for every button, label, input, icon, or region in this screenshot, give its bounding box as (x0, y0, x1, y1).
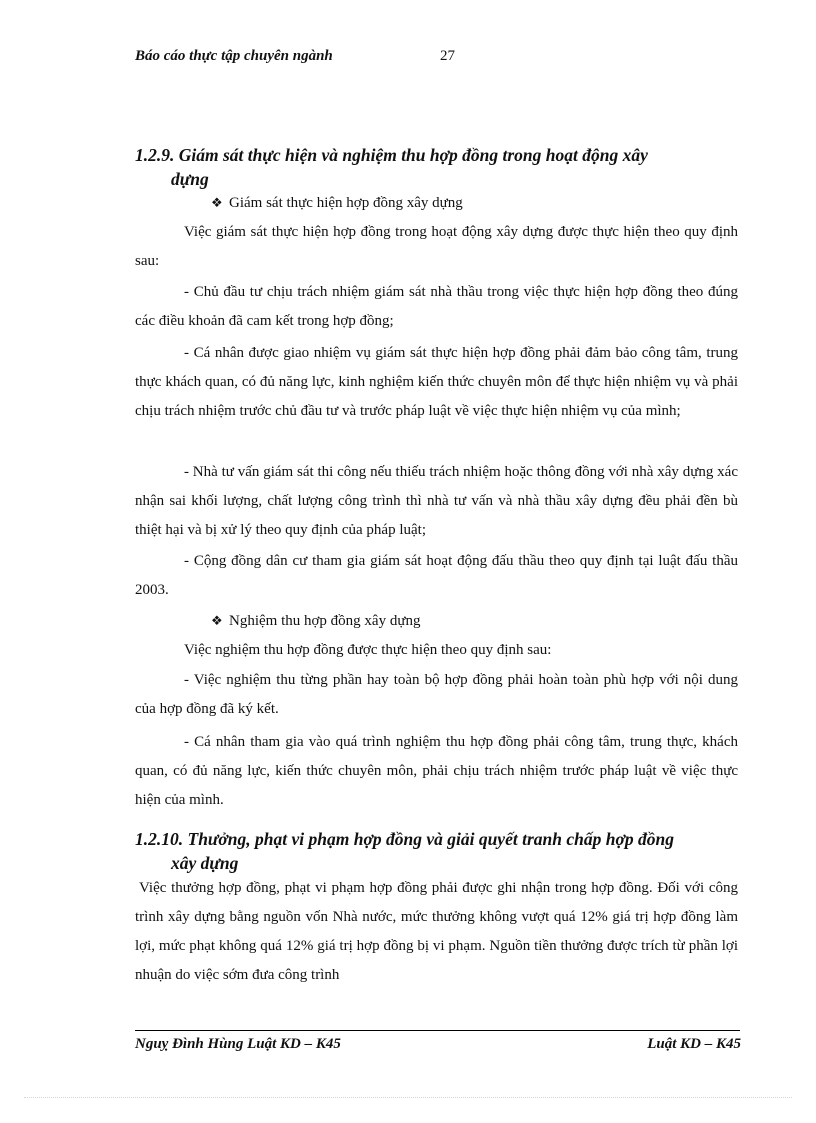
heading-1-2-10-line1: 1.2.10. Thưởng, phạt vi phạm hợp đồng và giải quyết tranh chấp hợp đồng (135, 829, 674, 849)
heading-1-2-9-line1: 1.2.9. Giám sát thực hiện và nghiệm thu hợp đồng trong hoạt động xây (135, 145, 648, 165)
paragraph-consultant-liability: - Nhà tư vấn giám sát thi công nếu thiếu trách nhiệm hoặc thông đồng với nhà xây dựng xác nhận sai khối lượng, chất lượng công trình thì nhà tư vấn và nhà thầu xây dựng đều phải đền bù thiệt hại và bị xử lý theo quy định của pháp luật; (135, 464, 738, 538)
footer-author: Nguỵ Đình Hùng Luật KD – K45 (135, 1036, 341, 1052)
heading-1-2-10-line2: xây dựng (171, 853, 239, 873)
page-header (135, 48, 735, 72)
footer-divider (135, 1030, 740, 1031)
paragraph-acceptance-intro: Việc nghiệm thu hợp đồng được thực hiện theo quy định sau: (184, 642, 552, 658)
heading-1-2-9 (135, 143, 740, 191)
paragraph-investor-duty: - Chủ đầu tư chịu trách nhiệm giám sát nhà thầu trong việc thực hiện hợp đồng theo đúng các điều khoản đã cam kết trong hợp đồng; (135, 284, 738, 329)
report-title: Báo cáo thực tập chuyên ngành (135, 48, 333, 64)
bullet-acceptance (211, 611, 420, 631)
heading-1-2-10 (135, 827, 740, 875)
diamond-bullet-icon: ❖ (211, 613, 223, 628)
paragraph-rewards-penalties: Việc thưởng hợp đồng, phạt vi phạm hợp đồng phải được ghi nhận trong hợp đồng. Đối với công trình xây dựng bằng nguồn vốn Nhà nước, mức thưởng không vượt quá 12% giá trị hợp đồng làm lợi, mức phạt không quá 12% giá trị hợp đồng bị vi phạm. Nguồn tiền thưởng được trích từ phần lợi nhuận do việc sớm đưa công trình (135, 880, 738, 983)
page-bottom-edge (24, 1097, 792, 1098)
paragraph-assigned-individual: - Cá nhân được giao nhiệm vụ giám sát thực hiện hợp đồng phải đảm bảo công tâm, trung thực khách quan, có đủ năng lực, kinh nghiệm kiến thức chuyên môn để thực hiện nhiệm vụ và phải chịu trách nhiệm trước chủ đầu tư và trước pháp luật về việc thực hiện nhiệm vụ của mình; (135, 345, 738, 419)
paragraph-supervision-intro: Việc giám sát thực hiện hợp đồng trong hoạt động xây dựng được thực hiện theo quy định sau: (135, 224, 738, 269)
bullet-supervision-label: Giám sát thực hiện hợp đồng xây dựng (229, 195, 463, 211)
page-number: 27 (440, 48, 455, 64)
footer-course: Luật KD – K45 (647, 1036, 741, 1052)
diamond-bullet-icon: ❖ (211, 195, 223, 210)
paragraph-acceptance-individual: - Cá nhân tham gia vào quá trình nghiệm thu hợp đồng phải công tâm, trung thực, khách quan, có đủ năng lực, kiến thức chuyên môn, phải chịu trách nhiệm trước pháp luật về việc thực hiện của mình. (135, 734, 738, 808)
bullet-supervision (211, 193, 463, 213)
heading-1-2-9-line2: dựng (171, 169, 209, 189)
paragraph-acceptance-scope: - Việc nghiệm thu từng phần hay toàn bộ hợp đồng phải hoàn toàn phù hợp với nội dung của hợp đồng đã ký kết. (135, 672, 738, 717)
paragraph-community-supervision: - Cộng đồng dân cư tham gia giám sát hoạt động đấu thầu theo quy định tại luật đấu thầu 2003. (135, 553, 738, 598)
bullet-acceptance-label: Nghiệm thu hợp đồng xây dựng (229, 613, 421, 629)
